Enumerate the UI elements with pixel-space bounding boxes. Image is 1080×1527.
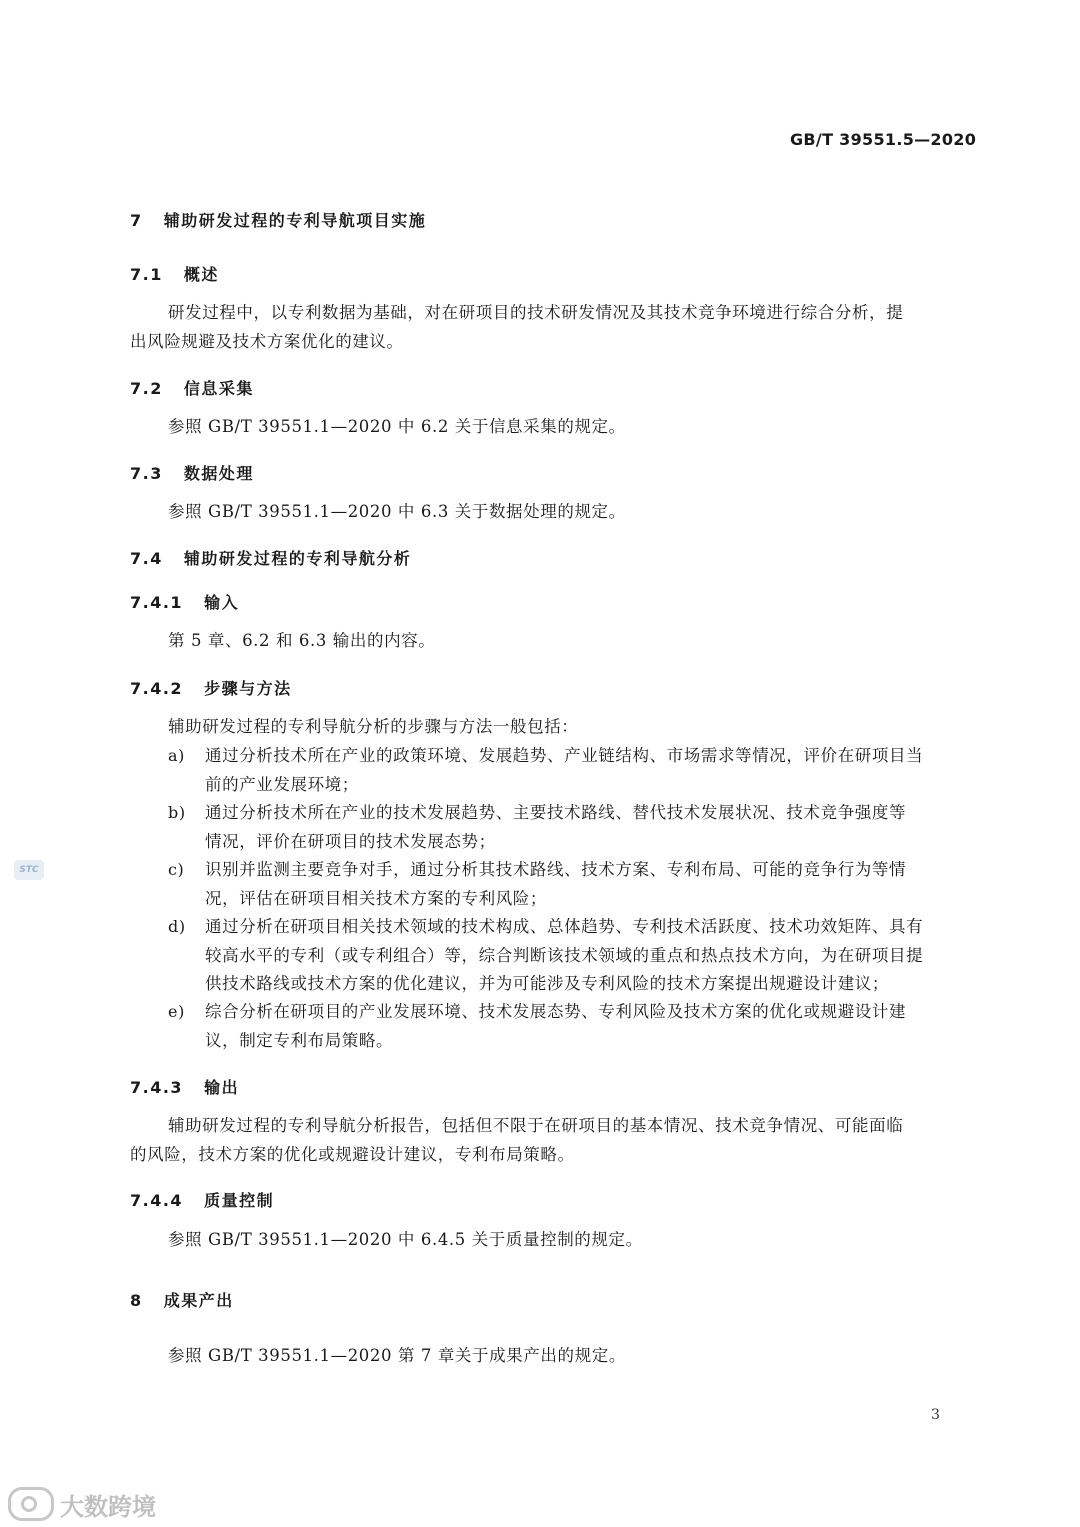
heading-number: 7.2 [130,379,163,398]
paragraph-line: 出风险规避及技术方案优化的建议。 [130,332,404,351]
heading-8 [130,1288,234,1311]
list-marker: b) [168,803,186,822]
watermark [8,1488,156,1520]
list-item-line: 况，评估在研项目相关技术方案的专利风险； [205,889,547,908]
side-stamp-label: STC [19,865,39,875]
list-item-line: 通过分析技术所在产业的政策环境、发展趋势、产业链结构、市场需求等情况，评价在研项目当 [205,746,924,765]
list-marker: a) [168,746,185,765]
list-marker: d) [168,917,186,936]
watermark-logo-icon [8,1487,54,1521]
paragraph-line: 参照 GB/T 39551.1—2020 第 7 章关于成果产出的规定。 [168,1346,626,1365]
heading-number: 7.3 [130,464,163,483]
paragraph-line: 辅助研发过程的专利导航分析的步骤与方法一般包括： [168,717,579,736]
list-item-line: 情况，评价在研项目的技术发展态势； [205,832,496,851]
heading-7-3 [130,461,254,484]
heading-7 [130,208,426,231]
heading-title: 信息采集 [183,379,254,398]
heading-title: 概述 [183,265,219,284]
heading-title: 输出 [204,1078,240,1097]
list-marker: c) [168,860,185,879]
watermark-text: 大数跨境 [60,1492,156,1521]
heading-number: 7.4 [130,549,163,568]
heading-title: 成果产出 [163,1291,234,1310]
heading-number: 7.4.1 [130,593,184,612]
heading-7-4-1 [130,590,239,613]
list-item-line: 通过分析在研项目相关技术领域的技术构成、总体趋势、专利技术活跃度、技术功效矩阵、具有 [205,917,924,936]
list-item-line: 综合分析在研项目的产业发展环境、技术发展态势、专利风险及技术方案的优化或规避设计建 [205,1002,907,1021]
heading-title: 辅助研发过程的专利导航项目实施 [163,211,427,230]
paragraph-line: 参照 GB/T 39551.1—2020 中 6.4.5 关于质量控制的规定。 [168,1230,643,1249]
heading-7-4-4 [130,1188,274,1211]
heading-title: 步骤与方法 [204,679,292,698]
heading-title: 输入 [204,593,240,612]
page-number: 3 [931,1407,940,1423]
heading-7-4-2 [130,676,292,699]
heading-number: 7.4.2 [130,679,184,698]
side-stamp-icon [14,860,44,880]
heading-number: 7.4.4 [130,1191,184,1210]
heading-number: 7.4.3 [130,1078,184,1097]
paragraph-line: 参照 GB/T 39551.1—2020 中 6.2 关于信息采集的规定。 [168,417,626,436]
paragraph-line: 参照 GB/T 39551.1—2020 中 6.3 关于数据处理的规定。 [168,502,626,521]
list-item-line: 供技术路线或技术方案的优化建议，并为可能涉及专利风险的技术方案提出规避设计建议； [205,974,889,993]
heading-7-4-3 [130,1075,239,1098]
heading-number: 8 [130,1291,143,1310]
paragraph-line: 第 5 章、6.2 和 6.3 输出的内容。 [168,631,436,650]
standard-number: GB/T 39551.5—2020 [790,130,977,149]
list-item-line: 识别并监测主要竞争对手，通过分析其技术路线、技术方案、专利布局、可能的竞争行为等情 [205,860,907,879]
heading-title: 辅助研发过程的专利导航分析 [183,549,412,568]
heading-7-2 [130,376,254,399]
list-item-line: 前的产业发展环境； [205,775,359,794]
paragraph-line: 的风险，技术方案的优化或规避设计建议，专利布局策略。 [130,1145,575,1164]
paragraph-line: 研发过程中，以专利数据为基础，对在研项目的技术研发情况及其技术竞争环境进行综合分析，提 [168,303,904,322]
heading-number: 7.1 [130,265,163,284]
heading-title: 质量控制 [204,1191,275,1210]
heading-number: 7 [130,211,143,230]
heading-title: 数据处理 [183,464,254,483]
heading-7-4 [130,546,411,569]
heading-7-1 [130,262,219,285]
list-item-line: 较高水平的专利（或专利组合）等，综合判断该技术领域的重点和热点技术方向，为在研项目提 [205,946,924,965]
paragraph-line: 辅助研发过程的专利导航分析报告，包括但不限于在研项目的基本情况、技术竞争情况、可能面临 [168,1116,904,1135]
list-item-line: 通过分析技术所在产业的技术发展趋势、主要技术路线、替代技术发展状况、技术竞争强度等 [205,803,907,822]
list-item-line: 议，制定专利布局策略。 [205,1031,394,1050]
list-marker: e) [168,1002,185,1021]
